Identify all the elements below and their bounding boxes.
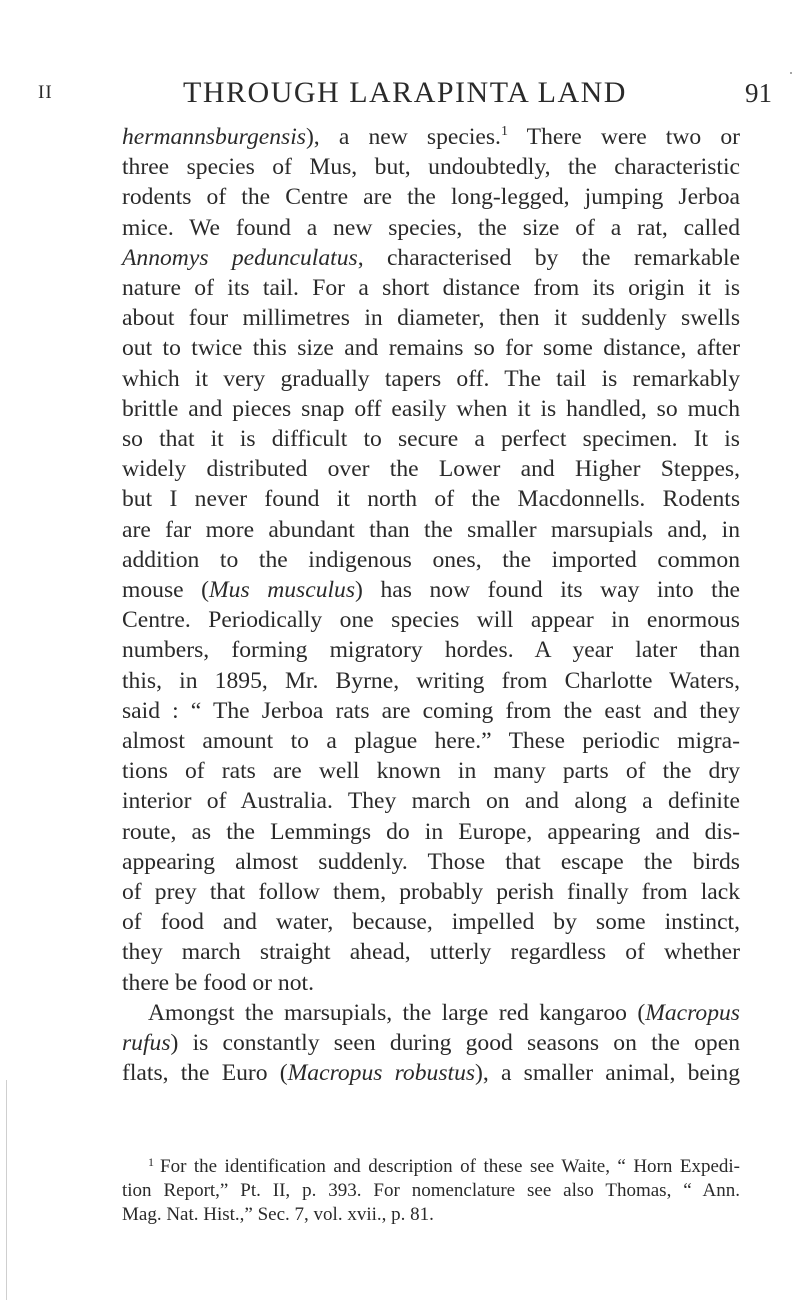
text-segment: ), a new species. bbox=[305, 124, 501, 150]
text-segment: ), a smaller animal, being bbox=[475, 1060, 740, 1087]
chapter-number: II bbox=[38, 82, 53, 103]
text-line: are far more abundant than the smaller marsupials and, in bbox=[122, 516, 740, 543]
text-line: but I never found it north of the Macdonnells. Rodents bbox=[122, 486, 740, 513]
text-segment: mouse ( bbox=[122, 577, 210, 604]
text-line: nature of its tail. For a short distance from its origin it is bbox=[122, 275, 740, 302]
text-line: addition to the indigenous ones, the imported common bbox=[122, 546, 740, 573]
text-line: numbers, forming migratory hordes. A year later than bbox=[122, 637, 740, 664]
running-head bbox=[38, 76, 772, 112]
species-name: hermannsburgensis bbox=[122, 124, 306, 150]
footnote-text: For the identification and description of these see Waite, “ Horn Expedi- bbox=[160, 1156, 740, 1177]
text-line: appearing almost suddenly. Those that escape the birds bbox=[122, 848, 740, 875]
text-line bbox=[122, 1058, 740, 1088]
text-segment: There were two or bbox=[507, 124, 740, 150]
text-segment: ) has now found its way into the bbox=[355, 577, 741, 604]
text-line: said : “ The Jerboa rats are coming from the east and they bbox=[122, 697, 740, 724]
text-line bbox=[122, 243, 740, 273]
footnote-line: Mag. Nat. Hist.,” Sec. 7, vol. xvii., p. 81. bbox=[122, 1204, 434, 1225]
text-line: route, as the Lemmings do in Europe, appearing and dis- bbox=[122, 818, 740, 845]
body-text bbox=[122, 122, 740, 1089]
text-line: this, in 1895, Mr. Byrne, writing from Charlotte Waters, bbox=[122, 667, 740, 694]
text-segment: , characterised by the remarkable bbox=[357, 244, 740, 271]
page-number: 91 bbox=[745, 78, 772, 108]
margin-shadow bbox=[6, 1080, 7, 1300]
text-line: out to twice this size and remains so for some distance, after bbox=[122, 335, 740, 362]
species-name: Annomys pedunculatus bbox=[122, 244, 358, 271]
text-line: of food and water, because, impelled by some instinct, bbox=[122, 909, 740, 936]
species-name: rufus bbox=[122, 1030, 171, 1057]
text-line: mice. We found a new species, the size of a rat, called bbox=[122, 214, 740, 241]
text-line: almost amount to a plague here.” These periodic migra- bbox=[122, 728, 740, 755]
paper-speck bbox=[790, 72, 792, 74]
text-line: widely distributed over the Lower and Higher Steppes, bbox=[122, 456, 740, 483]
footnote-line bbox=[122, 1155, 740, 1179]
text-line bbox=[122, 1028, 740, 1058]
footnote-reference: 1 bbox=[500, 124, 508, 139]
footnote-line: tion Report,” Pt. II, p. 393. For nomenclature see also Thomas, “ Ann. bbox=[122, 1180, 740, 1201]
text-line: tions of rats are well known in many parts of the dry bbox=[122, 758, 740, 785]
text-line: so that it is difficult to secure a perfect specimen. It is bbox=[122, 426, 740, 453]
text-line bbox=[122, 998, 740, 1028]
text-segment: flats, the Euro ( bbox=[122, 1060, 288, 1087]
text-line bbox=[122, 122, 740, 152]
text-line: about four millimetres in diameter, then it suddenly swells bbox=[122, 305, 740, 332]
text-line: which it very gradually tapers off. The tail is remarkably bbox=[122, 365, 740, 392]
species-name: Mus musculus bbox=[209, 577, 356, 604]
text-segment: ) is constantly seen during good seasons on the open bbox=[170, 1030, 740, 1057]
text-line: interior of Australia. They march on and along a definite bbox=[122, 788, 740, 815]
text-line bbox=[122, 575, 740, 605]
footnote bbox=[122, 1155, 740, 1227]
species-name: Macropus bbox=[645, 999, 740, 1026]
species-name: Macropus robustus bbox=[287, 1060, 476, 1087]
text-line: they march straight ahead, utterly regardless of whether bbox=[122, 939, 740, 966]
text-segment: Amongst the marsupials, the large red kangaroo ( bbox=[148, 999, 646, 1026]
text-line: of prey that follow them, probably perish finally from lack bbox=[122, 879, 740, 906]
text-line: three species of Mus, but, undoubtedly, the characteristic bbox=[122, 154, 740, 181]
text-line: rodents of the Centre are the long-legged, jumping Jerboa bbox=[122, 184, 740, 211]
text-line: brittle and pieces snap off easily when it is handled, so much bbox=[122, 395, 740, 422]
text-line: Centre. Periodically one species will appear in enormous bbox=[122, 607, 740, 634]
text-line: there be food or not. bbox=[122, 969, 314, 996]
running-title: THROUGH LARAPINTA LAND bbox=[183, 76, 627, 109]
footnote-mark: 1 bbox=[148, 1155, 154, 1169]
